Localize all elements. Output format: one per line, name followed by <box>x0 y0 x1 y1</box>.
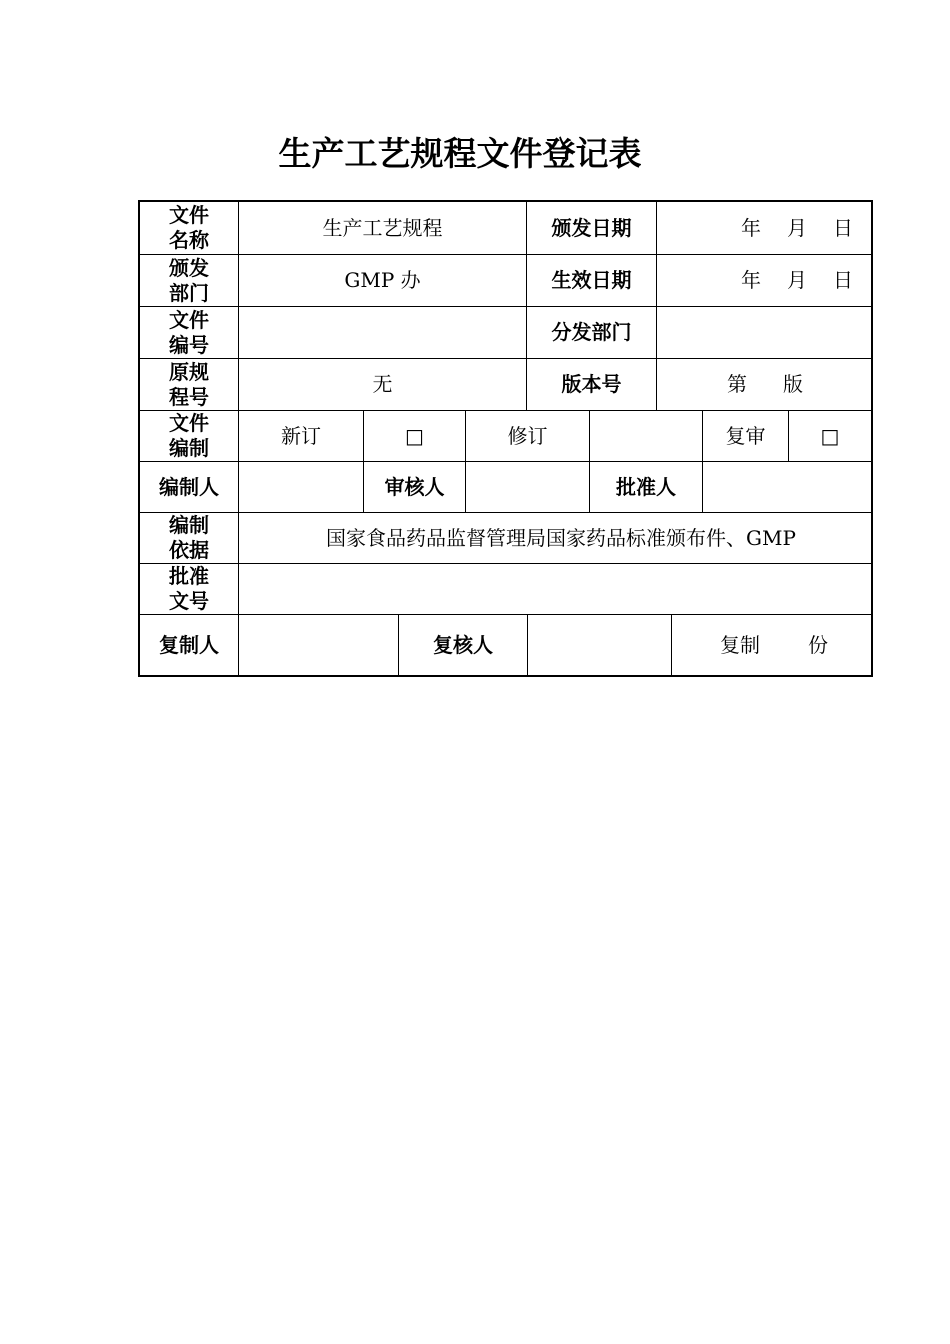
author-label: 编制人 <box>159 474 219 499</box>
distribution-dept-label: 分发部门 <box>551 320 632 344</box>
file-no-field[interactable] <box>239 307 526 358</box>
distribution-dept-field[interactable] <box>657 307 871 358</box>
issue-dept-label <box>140 255 238 306</box>
copy-checker-field[interactable] <box>528 615 671 675</box>
reviewer-field[interactable] <box>466 462 589 512</box>
day-text: 日 <box>833 268 853 292</box>
copier-label: 复制人 <box>159 632 219 657</box>
approval-no-field[interactable] <box>239 564 871 614</box>
day-text: 日 <box>833 215 853 240</box>
year-text: 年 <box>741 268 761 292</box>
effective-date-label: 生效日期 <box>551 268 632 292</box>
version-prefix: 第 <box>727 372 747 396</box>
approval-no-label <box>140 564 238 614</box>
copies-suffix: 份 <box>808 632 828 657</box>
version-suffix: 版 <box>783 372 803 396</box>
issue-date-field[interactable] <box>657 202 871 254</box>
issue-date-label: 颁发日期 <box>551 215 632 240</box>
month-text: 月 <box>787 268 807 292</box>
basis-field[interactable]: 国家食品药品监督管理局国家药品标准颁布件、GMP <box>326 525 796 550</box>
approval-no-label-line1: 批准 <box>169 564 209 588</box>
compile-type-label-line1: 文件 <box>169 411 209 435</box>
registration-form-table <box>138 200 873 677</box>
file-name-label-line2: 名称 <box>169 228 209 252</box>
new-draft-label: 新订 <box>281 423 321 448</box>
file-name-field[interactable]: 生产工艺规程 <box>322 215 443 240</box>
version-label: 版本号 <box>561 372 622 396</box>
revision-checkbox[interactable] <box>590 411 702 461</box>
file-no-label-line2: 编号 <box>169 332 209 357</box>
basis-label-line1: 编制 <box>169 513 209 537</box>
effective-date-field[interactable] <box>657 255 871 306</box>
approver-field[interactable] <box>703 462 871 512</box>
basis-label-line2: 依据 <box>169 538 209 562</box>
issue-dept-field[interactable]: GMP 办 <box>344 268 421 292</box>
copies-field[interactable] <box>672 615 871 675</box>
file-no-label-line1: 文件 <box>169 307 209 332</box>
original-no-label-line2: 程号 <box>169 384 209 409</box>
original-no-field[interactable]: 无 <box>372 372 393 396</box>
reviewer-label: 审核人 <box>384 474 445 499</box>
new-draft-checkbox[interactable]: □ <box>405 423 424 448</box>
issue-dept-label-line1: 颁发 <box>169 255 209 280</box>
file-name-label <box>140 202 238 254</box>
page-title: 生产工艺规程文件登记表 <box>278 134 642 173</box>
approver-label: 批准人 <box>616 474 676 499</box>
copy-checker-label: 复核人 <box>433 632 493 657</box>
basis-label <box>140 513 238 563</box>
file-no-label <box>140 307 238 358</box>
approval-no-label-line2: 文号 <box>169 589 209 613</box>
author-field[interactable] <box>239 462 363 512</box>
file-name-label-line1: 文件 <box>169 203 209 227</box>
compile-type-label <box>140 411 238 461</box>
re-review-label: 复审 <box>725 423 766 448</box>
re-review-checkbox[interactable]: □ <box>820 423 840 448</box>
month-text: 月 <box>787 215 807 240</box>
version-field[interactable] <box>657 359 871 410</box>
copies-prefix: 复制 <box>720 632 760 657</box>
year-text: 年 <box>741 215 761 240</box>
issue-dept-label-line2: 部门 <box>169 280 209 305</box>
original-no-label-line1: 原规 <box>169 359 209 384</box>
revision-label: 修订 <box>507 423 548 448</box>
copier-field[interactable] <box>239 615 398 675</box>
original-no-label <box>140 359 238 410</box>
compile-type-label-line2: 编制 <box>169 436 209 460</box>
